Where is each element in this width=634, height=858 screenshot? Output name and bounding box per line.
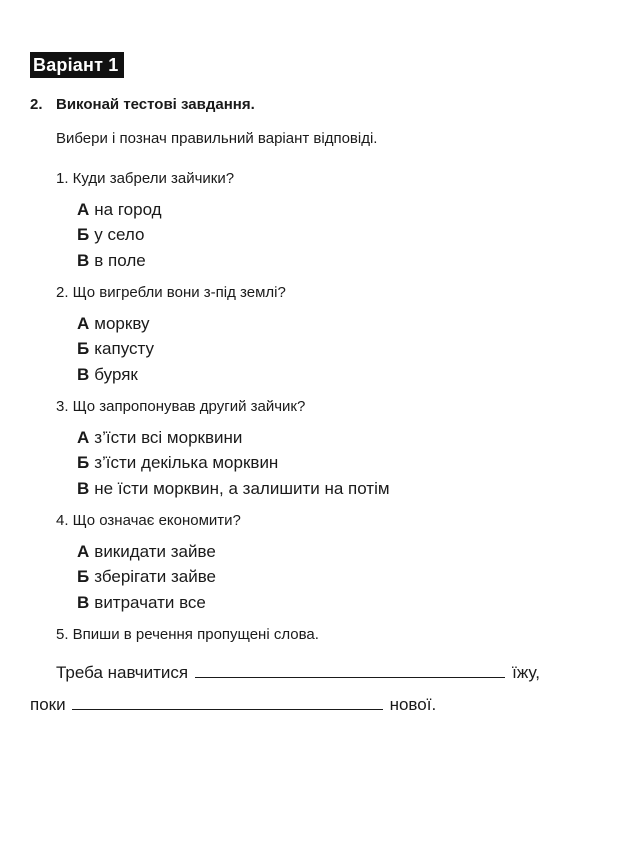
fill-in-text-before-1: Треба навчитися [56,663,189,682]
option-letter: В [77,365,90,384]
option-text: капусту [94,339,154,358]
question-4-option-a[interactable] [77,541,216,563]
question-3: 3. Що запропонував другий зайчик? [56,398,306,415]
variant-badge: Варіант 1 [30,52,124,78]
question-2-option-a[interactable] [77,313,149,335]
fill-in-text-after-1: їжу, [512,663,540,682]
option-letter: В [77,593,90,612]
question-4-option-b[interactable] [77,566,216,588]
question-1-option-c[interactable] [77,250,146,272]
question-1-option-a[interactable] [77,199,162,221]
answer-blank-1[interactable] [195,663,505,678]
question-3-option-c[interactable] [77,478,390,500]
question-2: 2. Що вигребли вони з-під землі? [56,284,286,301]
fill-in-sentence-line-2 [30,694,436,716]
question-1-option-b[interactable] [77,224,144,246]
option-letter: А [77,428,90,447]
option-letter: Б [77,453,90,472]
option-text: зберігати зайве [94,567,217,586]
fill-in-text-after-2: нової. [389,695,437,714]
task-heading [30,95,255,115]
question-5: 5. Впиши в речення пропущені слова. [56,626,319,643]
fill-in-sentence-line-1 [56,662,540,684]
option-letter: Б [77,567,90,586]
question-2-option-c[interactable] [77,364,138,386]
option-text: з’їсти всі морквини [94,428,243,447]
fill-in-text-before-2: поки [30,695,66,714]
question-4: 4. Що означає економити? [56,512,241,529]
question-2-option-b[interactable] [77,338,154,360]
option-text: витрачати все [94,593,206,612]
option-letter: В [77,251,90,270]
answer-blank-2[interactable] [72,695,383,710]
option-letter: В [77,479,90,498]
option-text: у село [94,225,145,244]
option-text: не їсти морквин, а залишити на потім [94,479,390,498]
option-letter: А [77,542,90,561]
option-text: на город [94,200,162,219]
option-letter: А [77,314,90,333]
option-letter: Б [77,339,90,358]
option-text: з’їсти декілька морквин [94,453,279,472]
task-instruction: Вибери і познач правильний варіант відповіді. [56,130,378,147]
question-3-option-a[interactable] [77,427,242,449]
question-1: 1. Куди забрели зайчики? [56,170,235,187]
option-letter: Б [77,225,90,244]
task-number: 2. [30,96,43,113]
option-text: викидати зайве [94,542,216,561]
task-title: Виконай тестові завдання. [56,96,255,113]
option-text: моркву [94,314,150,333]
question-4-option-c[interactable] [77,592,206,614]
option-letter: А [77,200,90,219]
option-text: буряк [94,365,138,384]
option-text: в поле [94,251,146,270]
question-3-option-b[interactable] [77,452,278,474]
